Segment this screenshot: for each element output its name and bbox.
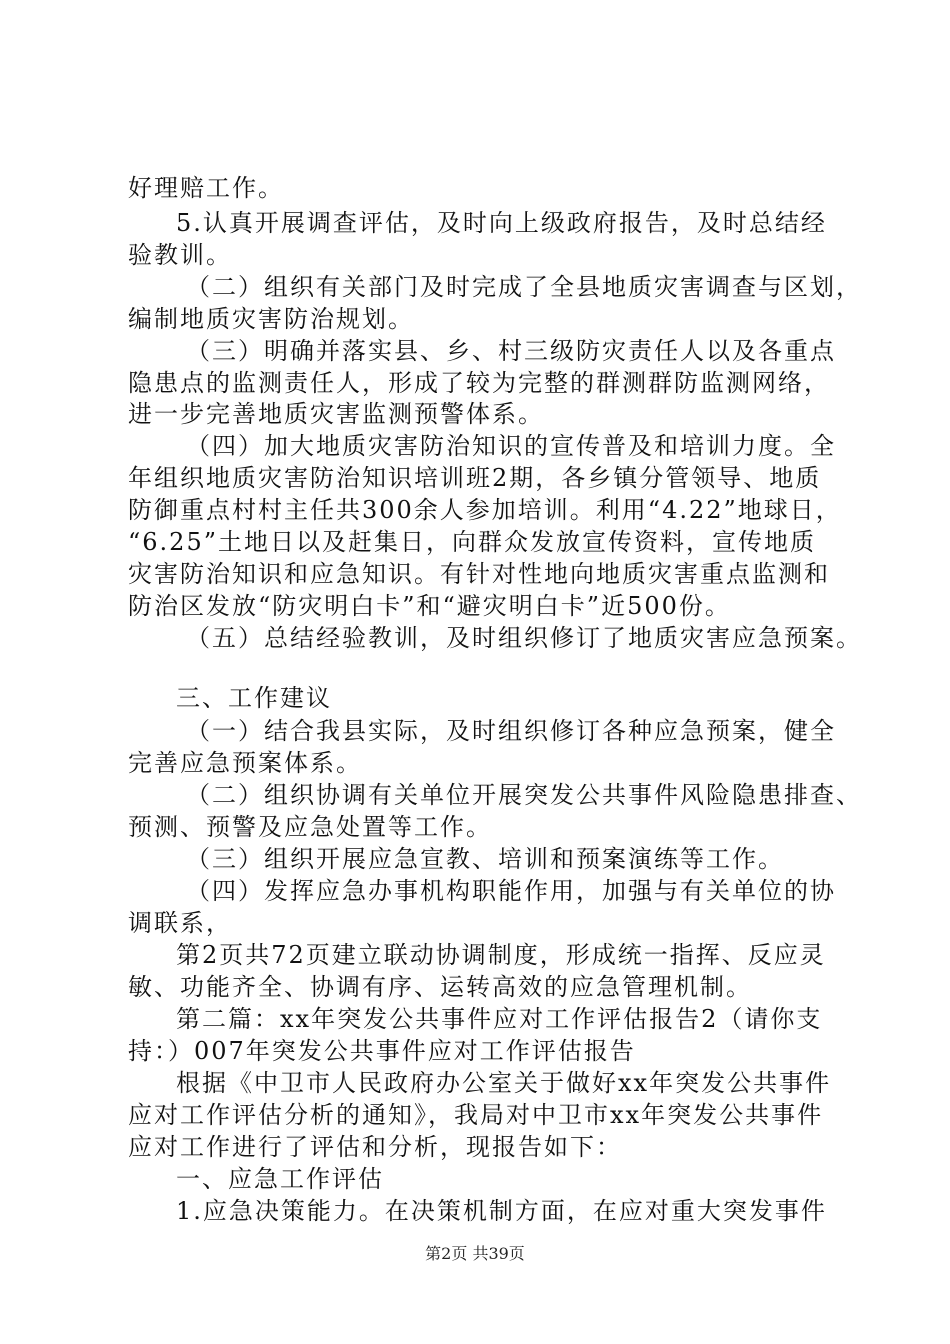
text-line: 隐患点的监测责任人，形成了较为完整的群测群防监测网络， <box>128 369 830 397</box>
text-line: 调联系， <box>128 909 232 937</box>
text-line: 完善应急预案体系。 <box>128 749 362 777</box>
text-line: 第2页共72页建立联动协调制度，形成统一指挥、反应灵 <box>176 941 826 969</box>
section-heading: 三、工作建议 <box>176 684 332 712</box>
text-line: 灾害防治知识和应急知识。有针对性地向地质灾害重点监测和 <box>128 560 830 588</box>
text-line: （二）组织有关部门及时完成了全县地质灾害调查与区划， <box>186 273 862 301</box>
text-line: 应对工作进行了评估和分析，现报告如下： <box>128 1133 622 1161</box>
text-line: 验教训。 <box>128 241 232 269</box>
text-line: 防御重点村村主任共300余人参加培训。利用“4.22”地球日， <box>128 496 842 524</box>
text-line: 应对工作评估分析的通知》，我局对中卫市xx年突发公共事件 <box>128 1101 824 1129</box>
text-line: 防治区发放“防灾明白卡”和“避灾明白卡”近500份。 <box>128 592 731 620</box>
text-line: 进一步完善地质灾害监测预警体系。 <box>128 400 544 428</box>
text-line: （三）明确并落实县、乡、村三级防灾责任人以及各重点 <box>186 337 836 365</box>
text-line: 好理赔工作。 <box>128 174 284 202</box>
text-line: （三）组织开展应急宣教、培训和预案演练等工作。 <box>186 845 784 873</box>
text-line: （四）发挥应急办事机构职能作用，加强与有关单位的协 <box>186 877 836 905</box>
text-line: 持：）007年突发公共事件应对工作评估报告 <box>128 1037 636 1065</box>
text-line: 5.认真开展调查评估，及时向上级政府报告，及时总结经 <box>176 209 827 237</box>
text-line: 年组织地质灾害防治知识培训班2期，各乡镇分管领导、地质 <box>128 464 822 492</box>
text-line: 编制地质灾害防治规划。 <box>128 305 414 333</box>
section-heading: 一、应急工作评估 <box>176 1165 384 1193</box>
text-line: （一）结合我县实际，及时组织修订各种应急预案，健全 <box>186 717 836 745</box>
text-line: （四）加大地质灾害防治知识的宣传普及和培训力度。全 <box>186 432 836 460</box>
text-line: 根据《中卫市人民政府办公室关于做好xx年突发公共事件 <box>176 1069 832 1097</box>
page-number-footer: 第2页 共39页 <box>425 1244 525 1263</box>
text-line: （五）总结经验教训，及时组织修订了地质灾害应急预案。 <box>186 624 862 652</box>
text-line: “6.25”土地日以及赶集日，向群众发放宣传资料，宣传地质 <box>128 528 816 556</box>
text-line: 预测、预警及应急处置等工作。 <box>128 813 492 841</box>
text-line: 第二篇：xx年突发公共事件应对工作评估报告2（请你支 <box>176 1005 823 1033</box>
text-line: 敏、功能齐全、协调有序、运转高效的应急管理机制。 <box>128 973 752 1001</box>
text-line: （二）组织协调有关单位开展突发公共事件风险隐患排查、 <box>186 781 862 809</box>
text-line: 1.应急决策能力。在决策机制方面，在应对重大突发事件 <box>176 1197 827 1225</box>
